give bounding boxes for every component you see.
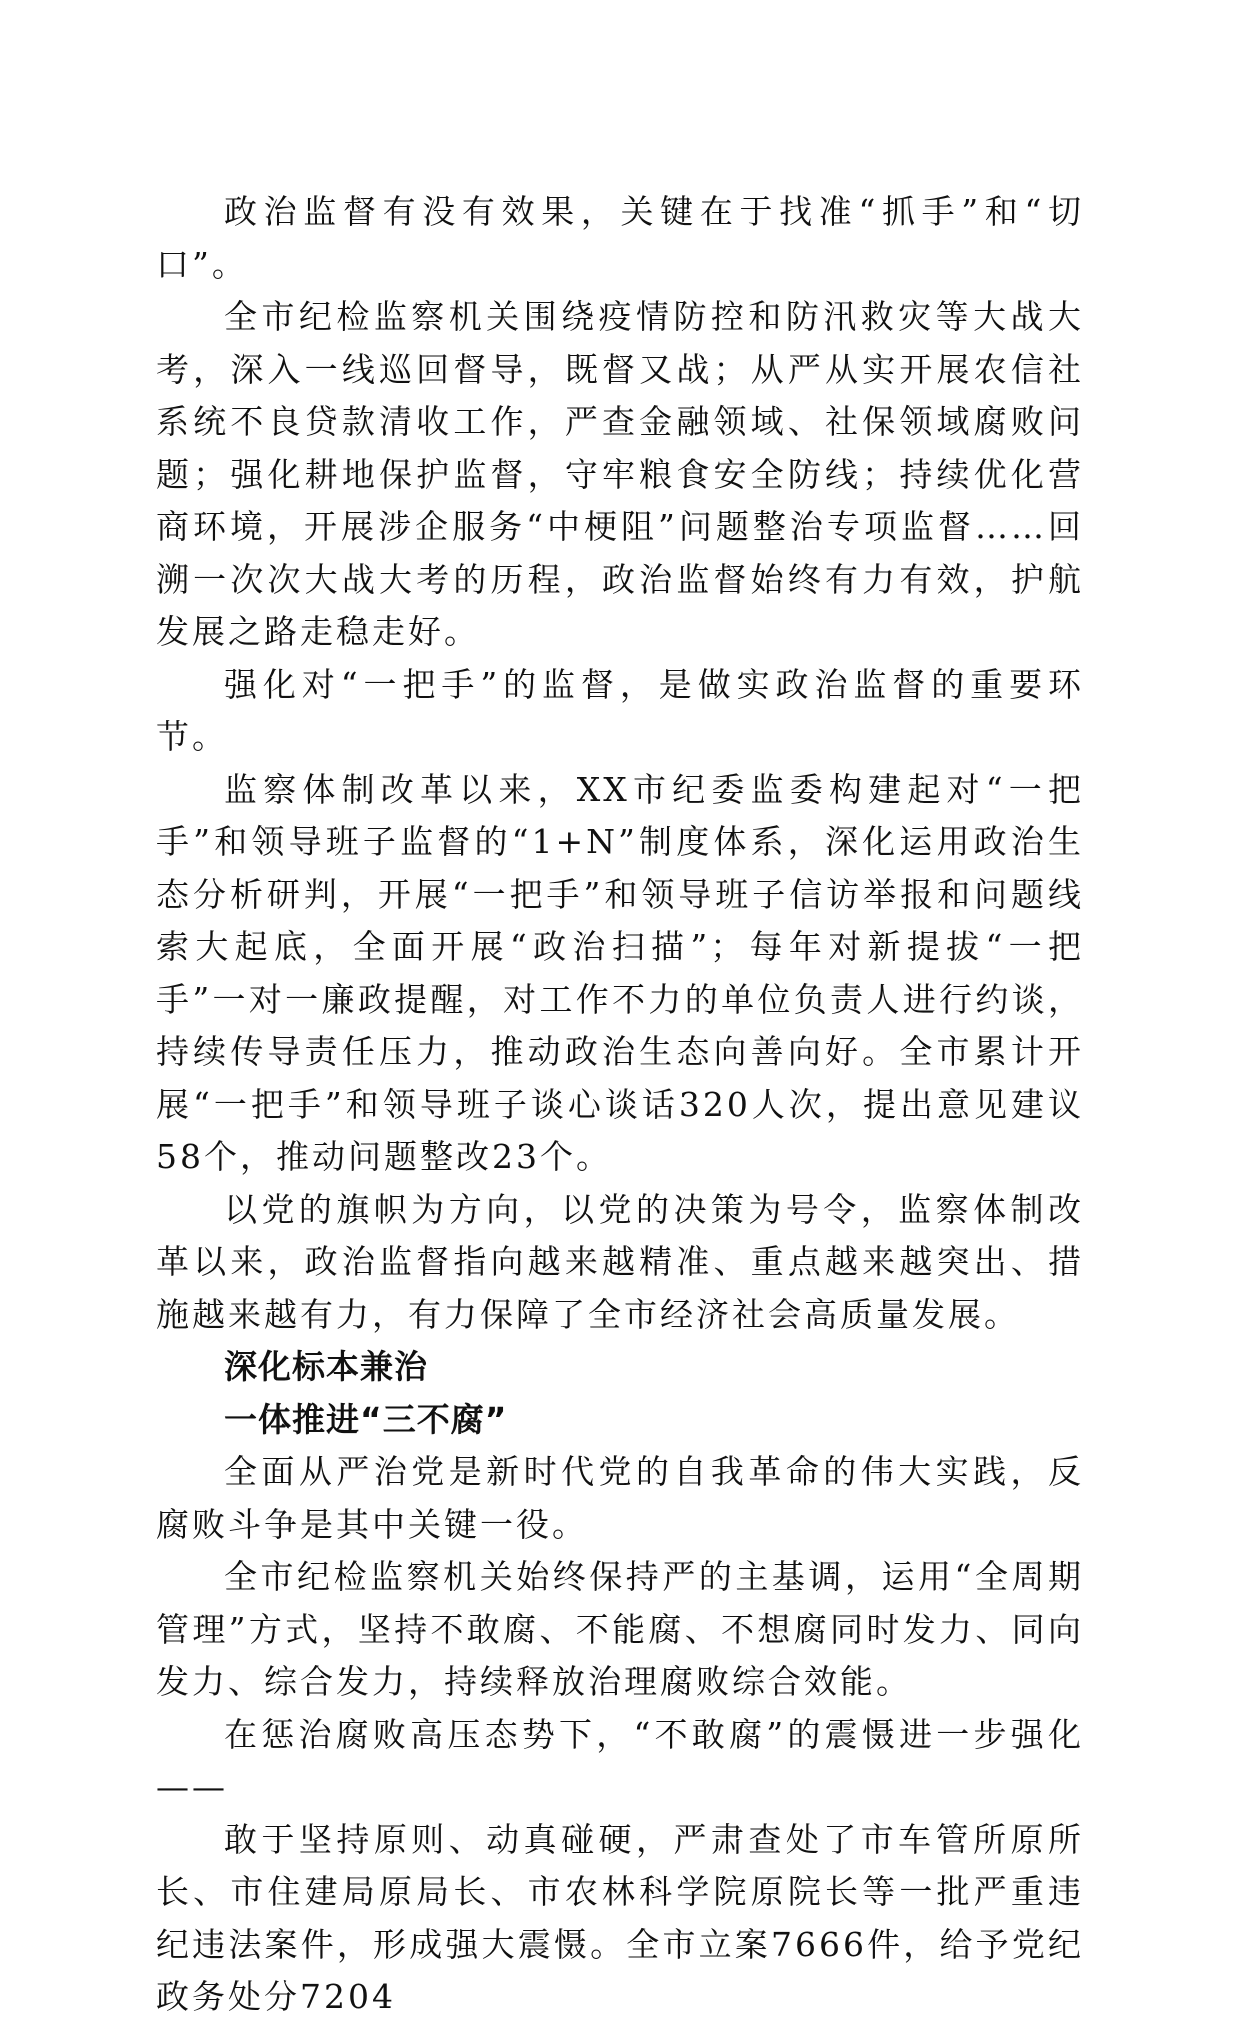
paragraph: 监察体制改革以来，XX市纪委监委构建起对“一把手”和领导班子监督的“1+N”制度体系，深化运用政治生态分析研判，开展“一把手”和领导班子信访举报和问题线索大起底，全面开展“政治扫描”；每年对新提拔“一把手”一对一廉政提醒，对工作不力的单位负责人进行约谈，持续传导责任压力，推动政治生态向善向好。全市累计开展“一把手”和领导班子谈心谈话320人次，提出意见建议58个，推动问题整改23个。 [156, 769, 1084, 1176]
document-body [156, 186, 1084, 2024]
section-subheading: 一体推进“三不腐” [224, 1399, 508, 1439]
section-heading: 深化标本兼治 [224, 1347, 428, 1386]
paragraph: 政治监督有没有效果，关键在于找准“抓手”和“切口”。 [156, 192, 1084, 284]
paragraph: 全市纪检监察机关始终保持严的主基调，运用“全周期管理”方式，坚持不敢腐、不能腐、不想腐同时发力、同向发力、综合发力，持续释放治理腐败综合效能。 [156, 1557, 1084, 1701]
paragraph: 全市纪检监察机关围绕疫情防控和防汛救灾等大战大考，深入一线巡回督导，既督又战；从严从实开展农信社系统不良贷款清收工作，严查金融领域、社保领域腐败问题；强化耕地保护监督，守牢粮食安全防线；持续优化营商环境，开展涉企服务“中梗阻”问题整治专项监督……回溯一次次大战大考的历程，政治监督始终有力有效，护航发展之路走稳走好。 [156, 297, 1084, 651]
paragraph: 在惩治腐败高压态势下，“不敢腐”的震慑进一步强化—— [156, 1714, 1084, 1806]
paragraph: 强化对“一把手”的监督，是做实政治监督的重要环节。 [156, 664, 1084, 756]
paragraph: 全面从严治党是新时代党的自我革命的伟大实践，反腐败斗争是其中关键一役。 [156, 1452, 1084, 1544]
paragraph: 敢于坚持原则、动真碰硬，严肃查处了市车管所原所长、市住建局原局长、市农林科学院原院长等一批严重违纪违法案件，形成强大震慑。全市立案7666件，给予党纪政务处分7204 [156, 1819, 1084, 2016]
paragraph: 以党的旗帜为方向，以党的决策为号令，监察体制改革以来，政治监督指向越来越精准、重点越来越突出、措施越来越有力，有力保障了全市经济社会高质量发展。 [156, 1189, 1084, 1334]
